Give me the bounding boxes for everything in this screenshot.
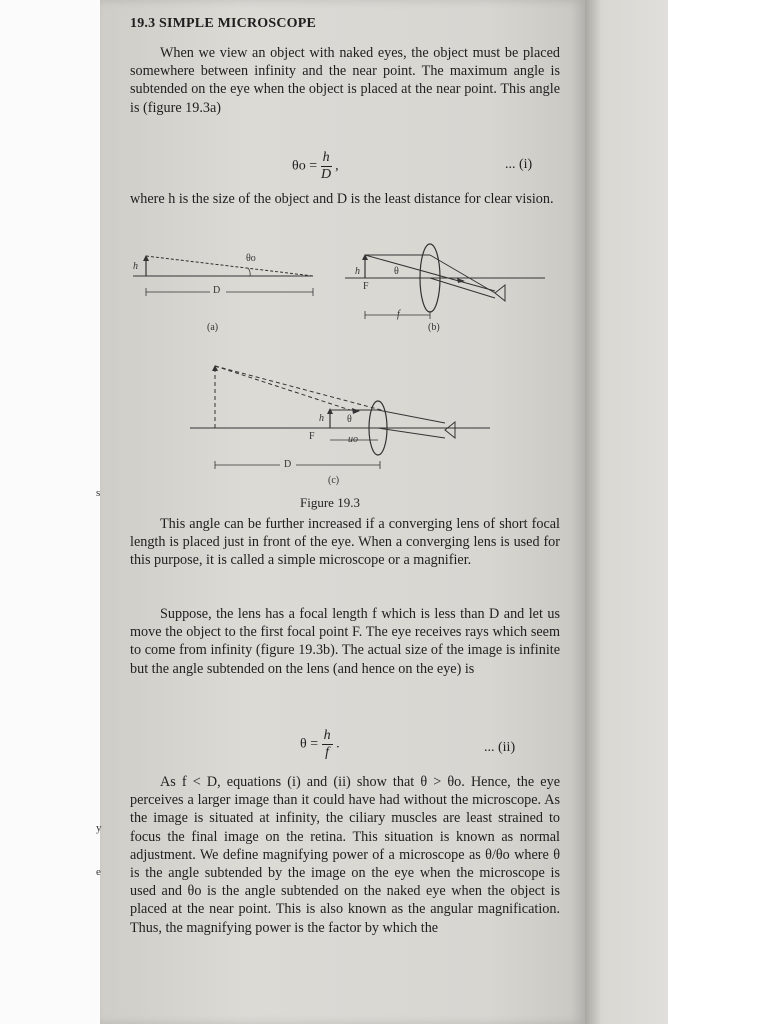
facing-page-edge <box>585 0 668 1024</box>
figure-c-D-label: D <box>284 459 292 470</box>
figure-a-theta-label: θo <box>246 253 256 264</box>
figure-a-h-label: h <box>133 261 138 272</box>
margin-mark: e <box>96 866 101 878</box>
equation-1-denominator: D <box>321 167 332 182</box>
section-heading: 19.3 SIMPLE MICROSCOPE <box>130 16 317 31</box>
paragraph-5-block <box>130 773 560 937</box>
equation-1-numerator: h <box>322 150 330 165</box>
paragraph-3: This angle can be further increased if a converging lens of short focal length is placed just in front of the eye. When a converging lens is used for this purpose, it is called a simple microscope or a magnifier. <box>130 516 560 569</box>
figure-c-u-label: uo <box>348 434 358 445</box>
equation-2-denominator: f <box>325 745 330 760</box>
equation-2-fraction <box>322 728 333 761</box>
figure-b-theta-label: θ <box>394 266 399 277</box>
figure-a-D-label: D <box>213 285 221 296</box>
paragraph-1: When we view an object with naked eyes, the object must be placed somewhere between infinity and the near point. The maximum angle is subtended on the eye when the object is placed at the near point. This angle is (figure 19.3a) <box>130 45 560 116</box>
figure-a-diagram <box>128 248 318 308</box>
figure-b-diagram <box>345 243 550 328</box>
equation-2 <box>300 728 340 761</box>
figure-c-h-label: h <box>319 413 324 424</box>
figure-b-h-label: h <box>355 266 360 277</box>
figure-c-label: (c) <box>328 475 340 486</box>
margin-mark: s <box>96 487 101 499</box>
left-margin <box>0 0 100 1024</box>
figure-caption: Figure 19.3 <box>300 495 360 510</box>
right-margin <box>668 0 768 1024</box>
figure-b-F-label: F <box>363 281 369 292</box>
paragraph-3-block <box>130 515 560 570</box>
figure-c-theta-label: θ <box>347 414 352 425</box>
paragraph-1-block <box>130 44 560 117</box>
paragraph-2: where h is the size of the object and D is the least distance for clear vision. <box>130 191 554 207</box>
figure-a-label: (a) <box>207 322 219 333</box>
equation-1-tail: , <box>335 158 339 174</box>
paragraph-5: As f < D, equations (i) and (ii) show that θ > θo. Hence, the eye perceives a larger image than it could have had without the microscope. As the image is situated at infinity, the ciliary muscles are least strained to focus the final image on the retina. This situation is known as normal adjustment. We define magnifying power of a microscope as θ/θo where θ is the angle subtended by the image on the eye when the microscope is used and θo is the angle subtended on the naked eye when the object is placed at the near point. This is also known as the angular magnification. Thus, the magnifying power is the factor by which the <box>130 774 560 936</box>
figure-b-label: (b) <box>428 322 440 333</box>
equation-2-number: ... (ii) <box>484 740 516 755</box>
paragraph-2-block <box>130 190 560 208</box>
equation-1-fraction <box>321 150 332 183</box>
paragraph-4-block <box>130 605 560 678</box>
figure-b-f-label: f <box>397 309 400 320</box>
equation-1-number: ... (i) <box>505 157 533 172</box>
paragraph-4: Suppose, the lens has a focal length f which is less than D and let us move the object to the first focal point F. The eye receives rays which seem to come from infinity (figure 19.3b). The actual size of the image is infinite but the angle subtended on the lens (and hence on the eye) is <box>130 606 560 677</box>
equation-1-lhs: θo = <box>292 158 318 174</box>
equation-2-numerator: h <box>323 728 331 743</box>
equation-2-lhs: θ = <box>300 736 319 752</box>
figure-c-F-label: F <box>309 431 315 442</box>
figure-c-diagram <box>190 358 490 473</box>
equation-1 <box>292 150 339 183</box>
margin-mark: y <box>96 822 102 834</box>
equation-2-tail: . <box>336 736 340 752</box>
